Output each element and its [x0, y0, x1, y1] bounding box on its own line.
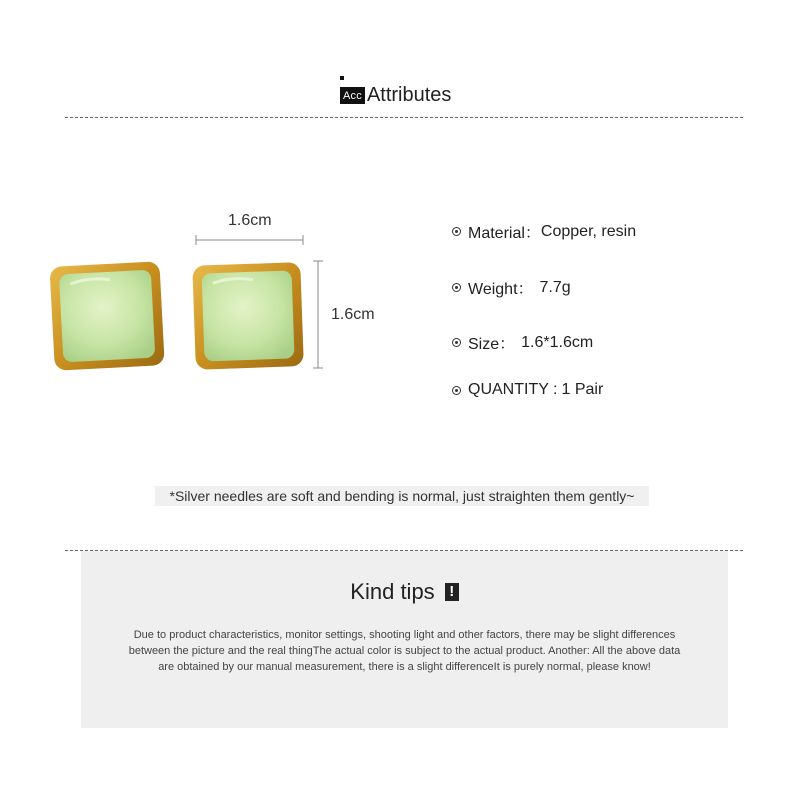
header-dot: [340, 76, 344, 80]
attr-label: Weight：: [468, 281, 534, 298]
attr-value: 1.6*1.6cm: [521, 333, 594, 351]
kind-tips-title: Kind tips: [350, 579, 435, 604]
kind-tips-panel: [81, 551, 728, 728]
width-dimension-line: [196, 235, 303, 245]
page-title: Attributes: [366, 83, 452, 106]
attr-label: QUANTITY :: [468, 381, 558, 398]
bullet-icon: [452, 227, 461, 236]
left-earring: [49, 261, 164, 371]
attr-quantity: [452, 381, 603, 399]
kind-tips-body: Due to product characteristics, monitor settings, shooting light and other factors, there may be slight differences between the picture and the real thingThe actual color is subject to the actual product. Another: All the above data are obtained by our manual measurement, there is a slight differenceIt is purely normal, please know!: [128, 629, 681, 673]
attr-value: Copper, resin: [540, 222, 637, 240]
attr-material: [452, 220, 636, 243]
attr-label: Material：: [468, 225, 541, 242]
attr-weight: [452, 276, 571, 299]
attr-value: 1 Pair: [561, 381, 604, 398]
bullet-icon: [452, 283, 461, 292]
earrings-image: [40, 200, 380, 390]
exclamation-icon: !: [445, 583, 459, 601]
attr-size: [452, 331, 593, 354]
height-label: 1.6cm: [331, 306, 375, 323]
top-divider: [65, 117, 743, 118]
height-dimension-line: [313, 261, 323, 368]
acc-badge: Acc: [340, 87, 365, 104]
kind-tips-heading: [81, 579, 728, 605]
bullet-icon: [452, 338, 461, 347]
right-earring: [192, 262, 304, 370]
width-label: 1.6cm: [228, 212, 272, 229]
section-header: [340, 76, 451, 106]
silver-needle-note: *Silver needles are soft and bending is normal, just straighten them gently~: [155, 486, 649, 506]
attr-value: 7.7g: [539, 278, 571, 296]
attr-label: Size：: [468, 336, 516, 353]
bullet-icon: [452, 386, 461, 395]
